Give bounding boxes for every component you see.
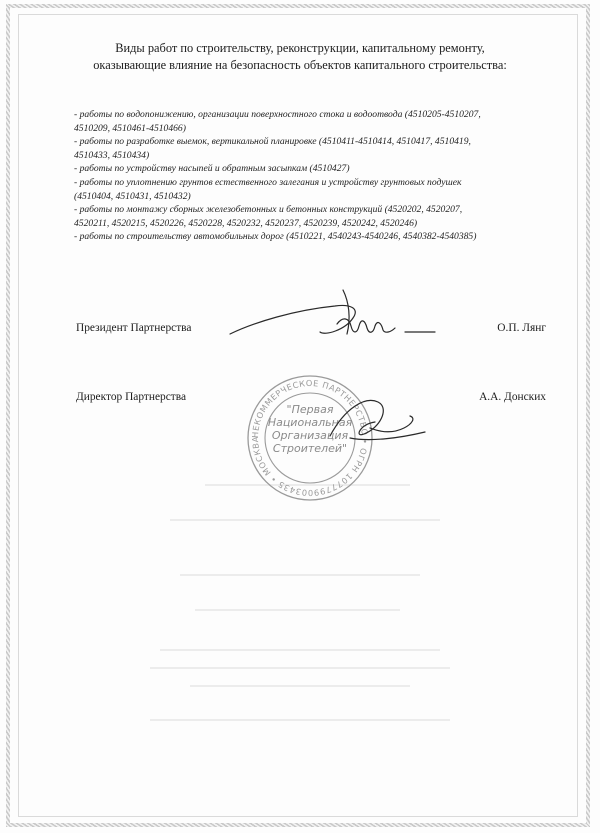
works-list [74, 108, 554, 244]
works-item-line: - работы по монтажу сборных железобетонных и бетонных конструкций (4520202, 4520207, [74, 204, 463, 216]
director-title: Директор Партнерства [76, 391, 187, 403]
stamp-line: Организация [271, 429, 349, 442]
works-item-line: 4520211, 4520215, 4520226, 4520228, 4520232, 4520237, 4520239, 4520242, 4520246) [74, 217, 418, 229]
works-item [74, 176, 554, 203]
works-item-line: - работы по уплотнению грунтов естественного залегания и устройству грунтовых подушек [74, 176, 462, 188]
works-item-line: - работы по разработке выемок, вертикальной планировке (4510411-4510414, 4510417, 4510419, [74, 136, 471, 148]
works-item-line: (4510404, 4510431, 4510432) [74, 190, 191, 202]
works-item [74, 108, 554, 135]
works-item [74, 230, 554, 244]
stamp-line: Национальная [267, 416, 353, 429]
works-item [74, 162, 554, 176]
stamp-ring-text: НЕКОММЕРЧЕСКОЕ ПАРТНЕРСТВО • ОГРН 1077799003435 • МОСКВА [249, 377, 371, 499]
president-name: О.П. Лянг [497, 322, 546, 334]
heading-line-2: оказывающие влияние на безопасность объектов капитального строительства: [93, 58, 507, 72]
heading-line-1: Виды работ по строительству, реконструкции, капитальному ремонту, [115, 41, 485, 55]
director-name: А.А. Донских [479, 391, 546, 403]
stamp-line: "Первая [286, 403, 334, 416]
works-item-line: - работы по строительству автомобильных дорог (4510221, 4540243-4540246, 4540382-4540385) [74, 231, 477, 243]
works-item-line: 4510433, 4510434) [74, 149, 150, 161]
works-item-line: 4510209, 4510461-4510466) [74, 122, 186, 134]
works-item-line: - работы по устройству насыпей и обратным засыпкам (4510427) [74, 163, 350, 175]
stamp-line: Строителей" [272, 442, 348, 455]
works-item-line: - работы по водопонижению, организации поверхностного стока и водоотвода (4510205-4510207, [74, 109, 481, 120]
director-signature [320, 388, 440, 448]
works-item [74, 203, 554, 230]
president-title: Президент Партнерства [76, 322, 192, 334]
president-signature [225, 282, 445, 352]
document-heading [60, 40, 540, 74]
works-item [74, 135, 554, 162]
